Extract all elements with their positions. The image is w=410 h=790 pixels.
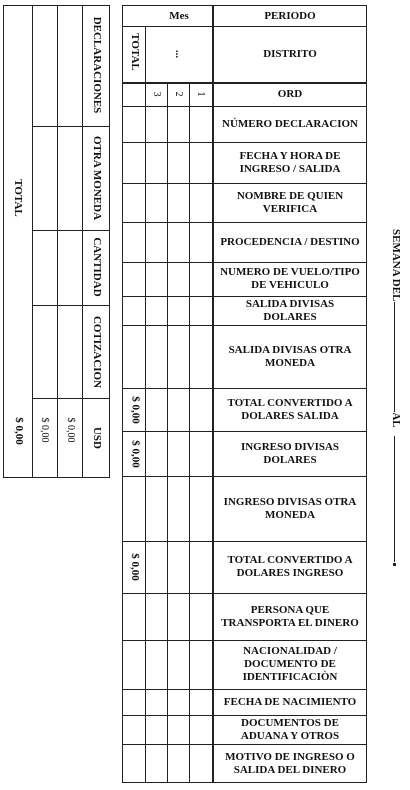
periodo-label: PERIODO bbox=[264, 9, 316, 22]
row-total-value bbox=[127, 478, 141, 539]
row-total-value bbox=[127, 264, 141, 294]
row-label: INGRESO DIVISAS OTRA MONEDA bbox=[223, 495, 357, 521]
ord-label: ORD bbox=[277, 88, 303, 100]
summary-header-otra-moneda: OTRA MONEDA bbox=[91, 135, 103, 221]
summary-usd-total: $ 0,00 bbox=[13, 417, 25, 445]
row-label: PERSONA QUE TRANSPORTA EL DINERO bbox=[221, 603, 359, 629]
col-3-label: 3 bbox=[151, 91, 162, 97]
row-total-value bbox=[127, 717, 141, 742]
row-total-value bbox=[127, 108, 141, 140]
col-2-label: 2 bbox=[173, 91, 184, 97]
summary-total-label: TOTAL bbox=[12, 179, 24, 217]
row-label: FECHA DE NACIMIENTO bbox=[223, 695, 357, 708]
row-total-value bbox=[127, 642, 141, 687]
row-total-value: $ 0,00 bbox=[129, 395, 141, 424]
summary-header-declaraciones: DECLARACIONES bbox=[91, 16, 103, 114]
semana-start-line bbox=[394, 302, 395, 412]
row-label: MOTIVO DE INGRESO O SALIDA DEL DINERO bbox=[225, 750, 355, 776]
row-total-value bbox=[127, 746, 141, 781]
row-label: NÚMERO DECLARACION bbox=[222, 117, 358, 130]
ellipsis-label: ... bbox=[173, 49, 185, 59]
row-label: NACIONALIDAD / DOCUMENTO DE IDENTIFICACIÒN bbox=[242, 645, 338, 683]
row-total-value: $ 0,00 bbox=[129, 439, 141, 468]
row-total-value bbox=[127, 595, 141, 638]
row-label: SALIDA DIVISAS OTRA MONEDA bbox=[228, 343, 352, 369]
row-label: NUMERO DE VUELO/TIPO DE VEHICULO bbox=[220, 266, 360, 291]
row-total-value bbox=[127, 327, 141, 386]
row-label: DOCUMENTOS DE ADUANA Y OTROS bbox=[240, 716, 340, 742]
semana-dot bbox=[393, 563, 396, 566]
total-header-label: TOTAL bbox=[129, 33, 141, 71]
semana-end-line bbox=[394, 436, 395, 562]
row-total-value bbox=[127, 691, 141, 713]
row-label: INGRESO DIVISAS DOLARES bbox=[240, 440, 340, 466]
mes-label: Mes bbox=[169, 9, 189, 22]
row-total-value bbox=[127, 298, 141, 323]
row-label: TOTAL CONVERTIDO A DOLARES INGRESO bbox=[227, 554, 353, 579]
row-label: PROCEDENCIA / DESTINO bbox=[220, 235, 360, 248]
row-total-value: $ 0,00 bbox=[129, 553, 141, 581]
row-label: FECHA Y HORA DE INGRESO / SALIDA bbox=[239, 149, 341, 175]
semana-del-label: SEMANA DEL bbox=[390, 229, 402, 302]
row-label: NOMBRE DE QUIEN VERIFICA bbox=[236, 189, 344, 215]
row-label: SALIDA DIVISAS DOLARES bbox=[245, 297, 335, 323]
semana-al-label: AL bbox=[390, 412, 402, 428]
summary-header-cantidad: CANTIDAD bbox=[91, 237, 103, 297]
summary-header-cotizacion: COTIZACION bbox=[91, 315, 103, 389]
row-total-value bbox=[127, 224, 141, 260]
row-total-value bbox=[127, 144, 141, 181]
summary-usd-value-1: $ 0,00 bbox=[65, 417, 76, 443]
row-total-value bbox=[127, 185, 141, 220]
row-label: TOTAL CONVERTIDO A DOLARES SALIDA bbox=[227, 396, 353, 422]
summary-usd-value-2: $ 0,00 bbox=[39, 417, 50, 443]
distrito-label: DISTRITO bbox=[263, 48, 317, 60]
col-1-label: 1 bbox=[195, 91, 206, 97]
summary-header-usd: USD bbox=[91, 426, 103, 449]
